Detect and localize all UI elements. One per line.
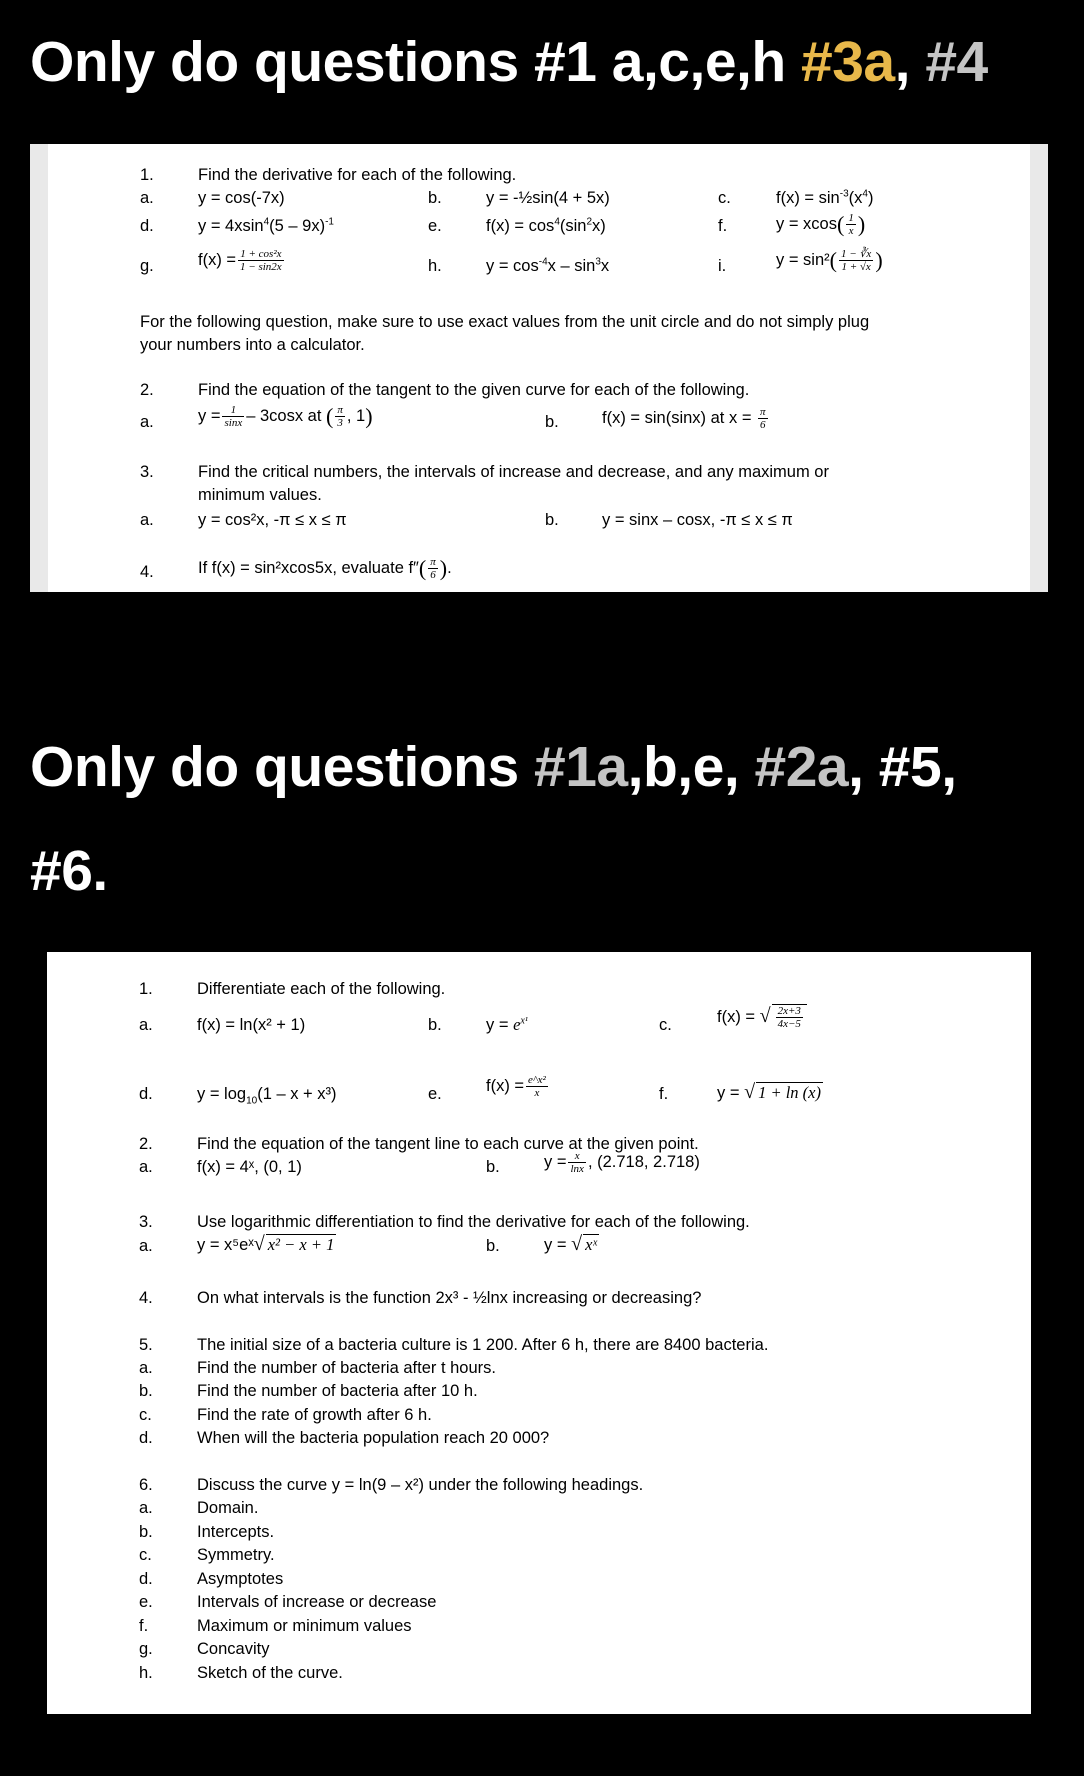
q6g-text: Concavity bbox=[197, 1640, 270, 1658]
q2-prompt: Find the equation of the tangent to the given curve for each of the following. bbox=[198, 381, 750, 399]
q5b-label: b. bbox=[139, 1382, 153, 1400]
q4-end: . bbox=[447, 558, 452, 577]
q2a-fraction bbox=[222, 404, 244, 429]
q1h-exp: -4 bbox=[538, 256, 548, 268]
q1c-part: f(x) = bbox=[717, 1007, 756, 1026]
q1-prompt: Differentiate each of the following. bbox=[197, 980, 446, 998]
q3b-label: b. bbox=[545, 511, 559, 529]
q1e-fraction bbox=[526, 1074, 548, 1099]
q2a-point-fraction bbox=[335, 404, 345, 429]
q5-number: 5. bbox=[139, 1336, 153, 1354]
heading-1-comma: , bbox=[894, 30, 926, 94]
heading-2-line-1 bbox=[30, 735, 957, 799]
q2b-label: b. bbox=[486, 1158, 500, 1176]
q2a-text: f(x) = 4ˣ, (0, 1) bbox=[197, 1158, 302, 1176]
panel-border-right bbox=[1030, 144, 1048, 592]
q1d-text bbox=[198, 216, 334, 236]
q3-prompt: Use logarithmic differentiation to find the derivative for each of the following. bbox=[197, 1213, 750, 1231]
q5a-text: Find the number of bacteria after t hours. bbox=[197, 1359, 496, 1377]
sqrt-symbol: √ bbox=[253, 1233, 265, 1255]
q6f-text: Maximum or minimum values bbox=[197, 1617, 412, 1635]
q4-part: If f(x) = sin²xcos5x, evaluate f″ bbox=[198, 558, 419, 577]
q2b-fraction bbox=[568, 1150, 585, 1175]
paren-close: ) bbox=[875, 247, 883, 273]
q3b-part: y = bbox=[544, 1236, 567, 1254]
paren-close: ) bbox=[857, 211, 866, 237]
q1e-part: f(x) = bbox=[486, 1076, 525, 1095]
q5a-label: a. bbox=[139, 1359, 153, 1377]
q6-number: 6. bbox=[139, 1476, 153, 1494]
q5c-label: c. bbox=[139, 1406, 152, 1424]
q2-number: 2. bbox=[140, 381, 154, 399]
q6h-label: h. bbox=[139, 1664, 153, 1682]
heading-1-prefix: Only do questions #1 a,c,e,h bbox=[30, 30, 802, 94]
q2a-pt-tail: , 1 bbox=[346, 406, 366, 425]
q2b-text bbox=[602, 406, 770, 431]
q1i-num: 1 − ∛x bbox=[840, 248, 872, 260]
q1h-part: y = cos bbox=[486, 257, 539, 275]
q5b-text: Find the number of bacteria after 10 h. bbox=[197, 1382, 478, 1400]
q1i-label: i. bbox=[718, 257, 727, 275]
q1a-label: a. bbox=[139, 1016, 153, 1034]
q1i-den: 1 + √x bbox=[841, 261, 871, 273]
q1c-radicand bbox=[772, 1004, 807, 1030]
q3-prompt-line1: Find the critical numbers, the intervals of increase and decrease, and any maximum or bbox=[198, 463, 829, 481]
q6d-label: d. bbox=[139, 1570, 153, 1588]
q5d-label: d. bbox=[139, 1429, 153, 1447]
q1c-label: c. bbox=[718, 189, 731, 207]
q1g-part: f(x) = bbox=[198, 250, 237, 269]
q1g-den: 1 − sin2x bbox=[240, 261, 282, 273]
note-line-2: your numbers into a calculator. bbox=[140, 336, 365, 354]
q1c-exp2: 4 bbox=[862, 188, 868, 200]
heading-1-q4: #4 bbox=[925, 30, 988, 94]
q6c-label: c. bbox=[139, 1546, 152, 1564]
q1d-tail: (1 – x + x³) bbox=[257, 1085, 337, 1103]
q2a-label: a. bbox=[139, 1158, 153, 1176]
q1f-label: f. bbox=[718, 217, 728, 235]
heading-1-q3: #3a bbox=[801, 30, 895, 94]
q1-prompt: Find the derivative for each of the following. bbox=[198, 166, 517, 184]
q1f-num: 1 bbox=[848, 212, 854, 224]
q3b-radicand: xˣ bbox=[585, 1235, 598, 1254]
paren-open: ( bbox=[418, 555, 427, 581]
q1i-part: y = sin² bbox=[776, 250, 830, 269]
q2a-den: sinx bbox=[224, 417, 243, 429]
heading-2-line-2 bbox=[30, 839, 108, 903]
q1c-part2: (x bbox=[848, 189, 863, 207]
q1h-text bbox=[486, 256, 609, 276]
q1d-part: y = 4xsin bbox=[198, 217, 264, 235]
q1f-fraction bbox=[846, 212, 856, 237]
q6b-text: Intercepts. bbox=[197, 1523, 275, 1541]
q1c-exp: -3 bbox=[839, 188, 849, 200]
q1f-label: f. bbox=[659, 1085, 669, 1103]
heading-2-q2: #2a bbox=[754, 735, 849, 799]
q1b-text bbox=[486, 1015, 528, 1035]
q1e-end: x) bbox=[592, 217, 606, 235]
worksheet-image-1 bbox=[30, 144, 1048, 592]
q1e-label: e. bbox=[428, 217, 442, 235]
q1-number: 1. bbox=[140, 166, 154, 184]
q1f-text bbox=[717, 1082, 823, 1103]
heading-2-q1: #1a bbox=[534, 735, 628, 799]
q1d-base: 10 bbox=[246, 1095, 258, 1107]
q1f-radicand: 1 + ln (x) bbox=[758, 1083, 821, 1102]
sqrt-symbol: √ bbox=[571, 1233, 583, 1255]
q2a-text bbox=[198, 404, 373, 429]
q1g-label: g. bbox=[140, 257, 154, 275]
q2a-mid: – 3cosx at bbox=[246, 406, 322, 425]
q1c-num: 2x+3 bbox=[777, 1005, 801, 1017]
q2b-part: f(x) = sin(sinx) at x = bbox=[602, 408, 752, 427]
q3a-text: y = cos²x, -π ≤ x ≤ π bbox=[198, 511, 347, 529]
q3-number: 3. bbox=[140, 463, 154, 481]
q1e-part2: (sin bbox=[559, 217, 587, 235]
worksheet-image-2 bbox=[47, 952, 1031, 1714]
q1c-end: ) bbox=[867, 189, 874, 207]
q2b-num: x bbox=[568, 1150, 585, 1163]
q1b-label: b. bbox=[428, 189, 442, 207]
q3a-label: a. bbox=[139, 1237, 153, 1255]
q1d-exp2: -1 bbox=[325, 216, 334, 228]
q1c-text bbox=[776, 188, 873, 208]
q2a-pre: y = bbox=[198, 406, 221, 425]
q1g-text bbox=[198, 248, 286, 273]
heading-2-mid2: , #5, bbox=[848, 735, 957, 799]
q6-prompt: Discuss the curve y = ln(9 – x²) under the following headings. bbox=[197, 1476, 644, 1494]
q1i-fraction bbox=[839, 248, 873, 273]
q6b-label: b. bbox=[139, 1523, 153, 1541]
q3a-text bbox=[197, 1234, 336, 1255]
q1g-fraction bbox=[238, 248, 284, 273]
q1e-text bbox=[486, 1074, 550, 1099]
q1c-den: 4x−5 bbox=[777, 1018, 801, 1030]
q4-text bbox=[198, 556, 452, 581]
q2b-fraction bbox=[758, 406, 768, 431]
heading-2-mid1: ,b,e, bbox=[627, 735, 755, 799]
q1f-part: y = xcos bbox=[776, 214, 837, 233]
q2b-text bbox=[544, 1150, 700, 1175]
q1d-text bbox=[197, 1084, 337, 1107]
heading-2-line2-text: #6. bbox=[30, 839, 108, 903]
q1c-label: c. bbox=[659, 1016, 672, 1034]
q3-number: 3. bbox=[139, 1213, 153, 1231]
paren-close: ) bbox=[439, 555, 448, 581]
q1e-exp2: 2 bbox=[586, 216, 593, 228]
note-line-1: For the following question, make sure to use exact values from the unit circle and do not simply plug bbox=[140, 313, 870, 331]
q2b-tail: , (2.718, 2.718) bbox=[587, 1152, 700, 1171]
q4-fraction bbox=[428, 556, 438, 581]
q1-number: 1. bbox=[139, 980, 153, 998]
q3a-part: y = x⁵eˣ bbox=[197, 1236, 254, 1254]
q1h-part2: x – sin bbox=[547, 257, 596, 275]
q6d-text: Asymptotes bbox=[197, 1570, 284, 1588]
q6a-text: Domain. bbox=[197, 1499, 259, 1517]
q5-prompt: The initial size of a bacteria culture is 1 200. After 6 h, there are 8400 bacteria. bbox=[197, 1336, 769, 1354]
q1e-text bbox=[486, 216, 606, 236]
q1h-label: h. bbox=[428, 257, 442, 275]
q3-prompt-line2: minimum values. bbox=[198, 486, 322, 504]
q1h-exp2: 3 bbox=[595, 256, 601, 268]
q4-prompt: On what intervals is the function 2x³ - ½lnx increasing or decreasing? bbox=[197, 1289, 702, 1307]
q6g-label: g. bbox=[139, 1640, 153, 1658]
q4-number: 4. bbox=[139, 1289, 153, 1307]
q1d-label: d. bbox=[140, 217, 154, 235]
q2a-label: a. bbox=[140, 413, 154, 431]
q1e-part: f(x) = cos bbox=[486, 217, 555, 235]
q2a-num: 1 bbox=[222, 404, 244, 417]
q2b-label: b. bbox=[545, 413, 559, 431]
q6e-label: e. bbox=[139, 1593, 153, 1611]
q1c-part: f(x) = sin bbox=[776, 189, 840, 207]
sqrt-symbol: √ bbox=[759, 1004, 771, 1027]
paren-close: ) bbox=[365, 403, 373, 429]
q1a-text: y = cos(-7x) bbox=[198, 189, 285, 207]
q5d-text: When will the bacteria population reach 20 000? bbox=[197, 1429, 550, 1447]
q6h-text: Sketch of the curve. bbox=[197, 1664, 343, 1682]
q2b-den: 6 bbox=[760, 419, 766, 431]
q1c-text bbox=[717, 1004, 807, 1030]
q3b-text bbox=[544, 1234, 599, 1255]
q2b-num: π bbox=[760, 406, 766, 418]
q1g-num: 1 + cos²x bbox=[238, 248, 284, 261]
q3b-text: y = sinx – cosx, -π ≤ x ≤ π bbox=[602, 511, 793, 529]
q3a-label: a. bbox=[140, 511, 154, 529]
q1e-label: e. bbox=[428, 1085, 442, 1103]
q6e-text: Intervals of increase or decrease bbox=[197, 1593, 437, 1611]
q4-den: 6 bbox=[430, 569, 436, 581]
q1h-end: x bbox=[600, 257, 610, 275]
q2a-pt-den: 3 bbox=[337, 417, 343, 429]
q2-prompt: Find the equation of the tangent line to each curve at the given point. bbox=[197, 1135, 699, 1153]
q2b-den: lnx bbox=[570, 1163, 584, 1175]
q3a-radicand: x² − x + 1 bbox=[267, 1235, 335, 1254]
q1a-label: a. bbox=[140, 189, 154, 207]
q1b-base: e bbox=[513, 1015, 521, 1034]
q2a-pt-num: π bbox=[337, 404, 343, 416]
sqrt-symbol: √ bbox=[744, 1081, 756, 1103]
q1b-exp: x¹ bbox=[520, 1015, 528, 1027]
q1e-num: e^x² bbox=[528, 1074, 546, 1086]
q6a-label: a. bbox=[139, 1499, 153, 1517]
heading-1 bbox=[30, 30, 988, 94]
q1b-text: y = -½sin(4 + 5x) bbox=[486, 189, 610, 207]
paren-open: ( bbox=[326, 403, 334, 429]
q1b-part: y = bbox=[486, 1016, 514, 1034]
panel-border-left bbox=[30, 144, 48, 592]
q1a-text: f(x) = ln(x² + 1) bbox=[197, 1016, 306, 1034]
q2-number: 2. bbox=[139, 1135, 153, 1153]
q4-num: π bbox=[430, 556, 436, 568]
q1d-part2: (5 – 9x) bbox=[269, 217, 326, 235]
q1b-label: b. bbox=[428, 1016, 442, 1034]
q1f-part: y = bbox=[717, 1084, 740, 1102]
q1d-exp: 4 bbox=[263, 216, 270, 228]
paren-open: ( bbox=[836, 211, 845, 237]
q1e-den: x bbox=[534, 1087, 540, 1099]
q5c-text: Find the rate of growth after 6 h. bbox=[197, 1406, 432, 1424]
q6f-label: f. bbox=[139, 1617, 149, 1635]
q1f-den: x bbox=[848, 225, 854, 237]
q1c-fraction bbox=[776, 1005, 803, 1030]
q1e-exp: 4 bbox=[554, 216, 560, 228]
q1f-text bbox=[776, 212, 865, 237]
q4-number: 4. bbox=[140, 563, 154, 581]
heading-2-prefix: Only do questions bbox=[30, 735, 535, 799]
q2b-part: y = bbox=[544, 1152, 567, 1171]
q1i-text bbox=[776, 248, 883, 273]
paren-open: ( bbox=[829, 247, 837, 273]
q6c-text: Symmetry. bbox=[197, 1546, 275, 1564]
q3b-label: b. bbox=[486, 1237, 500, 1255]
q1d-label: d. bbox=[139, 1085, 153, 1103]
q1d-part: y = log bbox=[197, 1085, 247, 1103]
